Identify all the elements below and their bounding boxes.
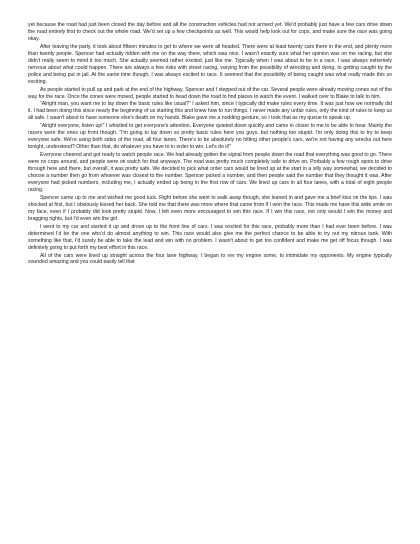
paragraph-2: After leaving the party, it took about fifteen minutes to get to where we were all headed. There were at least twenty cars there in the end, and plenty more than twenty people. Spencer had actually ridden with me on the way there, which was nice. I wasn't exactly sure what her opinion was on me racing, but she didn't really seem to mind it too much. She actually seemed rather excited, just like me. Typically when I was about to be in a race, I was always extremely nervous about what could happen. There are always a few risks with street racing, varying from the possibility of wrecking and dying, to getting caught by the police and being put in jail. At the same time though, I was always excited to race. It seemed that the possibility of being caught was what really made this so exciting. <box>28 43 392 85</box>
paragraph-5: “Alright everyone, listen up!” I whistled to get everyone's attention. Everyone quieted down quickly and came in closer to me to be able to hear. Mainly the racers were the ones up front though. “I'm going to lay down so pretty basic rules here you guys, but nothing too stupid. I'm only doing this to try to keep everyone safe. We're using both sides of the road, all four lanes. There's to be absolutely no hitting other people's cars, we're not having any wrecks out here tonight, understood? Other than that, do whatever you have to in order to win. Let's do it!” <box>28 123 392 151</box>
document-page <box>28 22 392 267</box>
paragraph-1: yet because the road had just been closed the day before and all the construction vehicles had not arrived yet. We'd probably just have a few cars drive down the road entirely first to check out the whole road. We'd set up a few checkpoints as well. This would help look out for cops, and make sure the race was going okay. <box>28 22 392 42</box>
paragraph-3: As people started to pull up and park at the end of the highway, Spencer and I stepped out of the car. Several people were already moving cones out of the way for the race. Once the cones were moved, people started to head down the road to find places to watch the event. I walked over to Blake to talk to him. <box>28 86 392 100</box>
paragraph-6: Everyone cheered and got ready to watch people race. We had already gotten the signal from people down the road that everything was good to go. There were no cops around, and people were on watch for that anyways. The road was pretty much completely safe to drive on. Probably a few rough spots to drive through here and there, but overall, it was pretty safe. We decided to pick what order cars would be lined up at the start in a silly way somewhat, we decided to choose a number then go from whoever was closest to the number. Spencer picked a number, and then people said the number that they thought it was. After everyone had picked numbers, including me, I actually ended up being in the first row of cars. We lined up cars in all four lanes, with a total of eight people racing. <box>28 152 392 193</box>
paragraph-8: I went to my car and started it up and drove up to the front line of cars. I was excited for this race, probably more than I had ever been before. I was determined I'd be the one who'd do almost anything to win. This race would also give me the perfect chance to be able to try out my nitrous tank. With something like that, I'd surely be able to take the lead and win with no problem. I wasn't about to get too confident and make me get off focus though. I was definitely going to put forth my best effort in this race. <box>28 223 392 251</box>
paragraph-7: Spencer came up to me and wished me good luck. Right before she went to walk away though, she leaned in and gave me a brief kiss on the lips. I was shocked at first, but I obviously kissed her back. She told me that there was more where that came from if I won the race. This made me have this wide smile on my face, even if I probably did look pretty stupid. Now, I felt even more encouraged to win this race. If I win this race, not only would I win the money and bragging rights, but I'd even win the girl. <box>28 194 392 222</box>
paragraph-4: “Alright man, you want me to lay down the basic rules like usual?” I asked him, since I typically did make rules every time. It was just how we normally did it. I had been doing this since nearly the beginning of us starting this and knew how to run things. I never made any unfair rules, only the kind of rules to keep us all safe. I wasn't about to have someone else's death on my hands. Blake gave me a nodding gesture, so I took that as my queue to speak up. <box>28 101 392 122</box>
paragraph-9: All of the cars were lined up straight across the four lane highway. I began to rev my engine some, to intimidate my opponents. My engine typically sounded amazing and you could easily tell that <box>28 252 392 266</box>
